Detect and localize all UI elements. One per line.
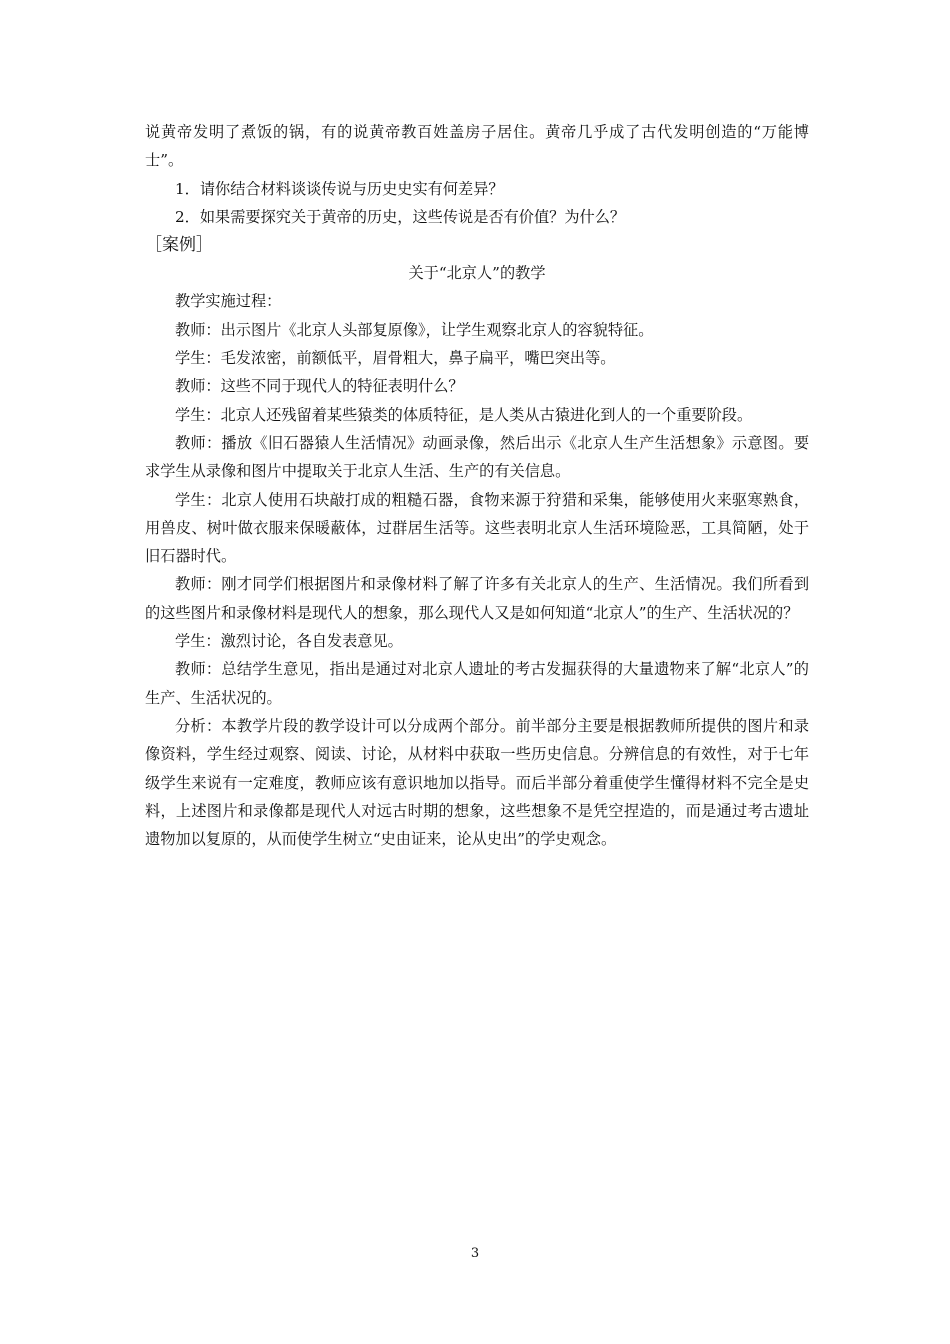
- analysis-paragraph: 分析：本教学片段的教学设计可以分成两个部分。前半部分主要是根据教师所提供的图片和录像资料，学生经过观察、阅读、讨论，从材料中获取一些历史信息。分辨信息的有效性，对于七年级学生来说有一定难度，教师应该有意识地加以指导。而后半部分着重使学生懂得材料不完全是史料，上述图片和录像都是现代人对远古时期的想象，这些想象不是凭空捏造的，而是通过考古遗址遗物加以复原的，从而使学生树立“史由证来，论从史出”的学史观念。: [145, 716, 809, 849]
- question-2: 2．如果需要探究关于黄帝的历史，这些传说是否有价值？为什么？: [175, 207, 626, 226]
- document-body: [145, 118, 809, 853]
- case-paragraph: 学生：北京人还残留着某些猿类的体质特征，是人类从古猿进化到人的一个重要阶段。: [175, 405, 753, 424]
- case-paragraph: 教师：这些不同于现代人的特征表明什么？: [175, 377, 464, 396]
- case-paragraph: 学生：北京人使用石块敲打成的粗糙石器，食物来源于狩猎和采集，能够使用火来驱寒熟食，用兽皮、树叶做衣服来保暖蔽体，过群居生活等。这些表明北京人生活环境险恶，工具简陋，处于旧石器时代。: [145, 490, 809, 566]
- section-heading: ［案例］: [145, 235, 213, 256]
- page-number: 3: [470, 1246, 480, 1261]
- case-paragraph: 教师：总结学生意见，指出是通过对北京人遗址的考古发掘获得的大量遗物来了解“北京人”的生产、生活状况的。: [145, 660, 809, 707]
- case-paragraph: 教师：出示图片《北京人头部复原像》，让学生观察北京人的容貌特征。: [175, 320, 654, 339]
- case-title: 关于“北京人”的教学: [408, 264, 546, 283]
- case-paragraph: 学生：激烈讨论，各自发表意见。: [175, 632, 403, 651]
- case-paragraph: 教师：刚才同学们根据图片和录像材料了解了许多有关北京人的生产、生活情况。我们所看到的这些图片和录像材料是现代人的想象，那么现代人又是如何知道“北京人”的生产、生活状况的？: [145, 575, 809, 622]
- case-paragraph: 教师：播放《旧石器猿人生活情况》动画录像，然后出示《北京人生产生活想象》示意图。要求学生从录像和图片中提取关于北京人生活、生产的有关信息。: [145, 433, 809, 481]
- case-paragraph: 教学实施过程：: [175, 292, 282, 311]
- case-paragraph: 学生：毛发浓密，前额低平，眉骨粗大，鼻子扁平，嘴巴突出等。: [175, 349, 616, 368]
- paragraph-continuation: 说黄帝发明了煮饭的锅，有的说黄帝教百姓盖房子居住。黄帝几乎成了古代发明创造的“万能博士”。: [145, 123, 809, 170]
- question-1: 1．请你结合材料谈谈传说与历史史实有何差异？: [175, 179, 504, 198]
